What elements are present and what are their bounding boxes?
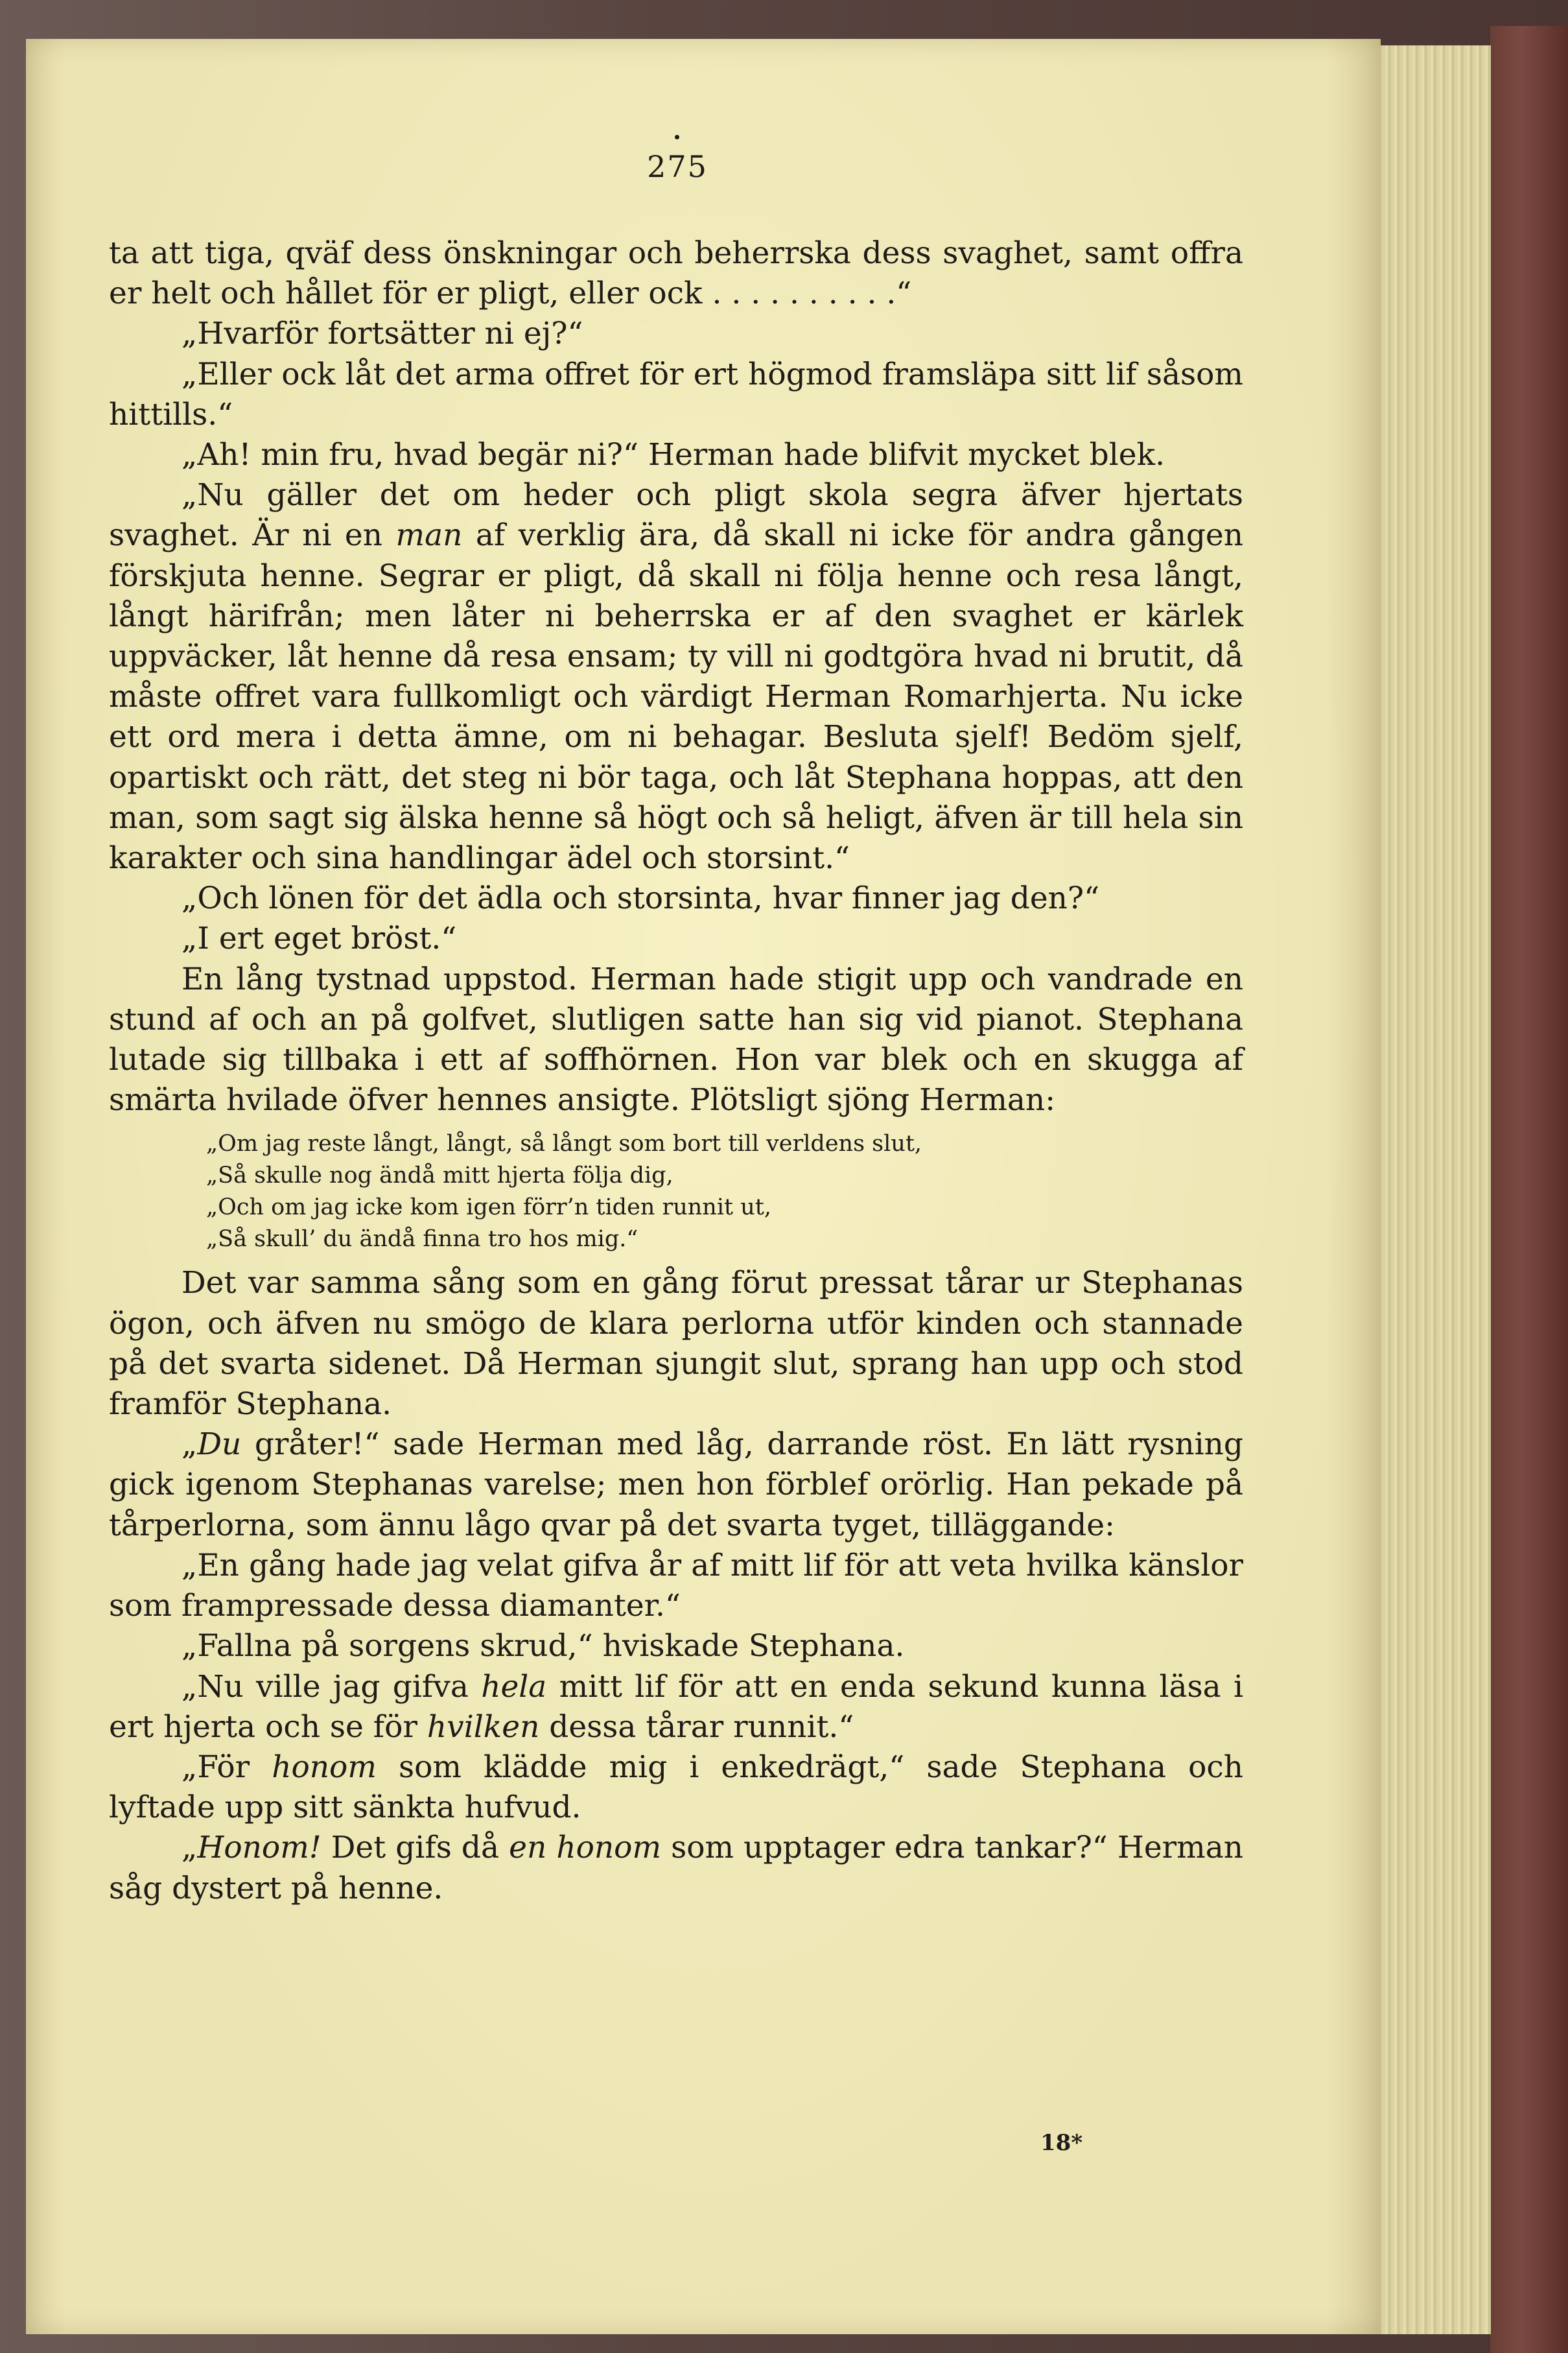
paragraph: „En gång hade jag velat gifva år af mitt lif för att veta hvilka känslor som frampressade dessa diamanter.“ [109,1547,1243,1624]
text-run: „För [181,1749,272,1785]
text-run: Det gifs då [321,1830,509,1866]
page-body [109,233,1243,1909]
paragraph: „Hvarför fortsätter ni ej?“ [181,316,583,352]
paragraph: „I ert eget bröst.“ [181,921,457,957]
verse-line: „Och om jag icke kom igen förr’n tiden runnit ut, [206,1194,771,1221]
text-run: mitt lif för att en enda sekund kunna läsa i ert hjerta och se för [109,1668,1243,1745]
text-run: gråter!“ sade Herman med låg, darrande röst. En lätt rysning gick igenom Stephanas varelse; men hon förblef orörlig. Han pekade på tårperlorna, som ännu lågo qvar på det svarta tyget, tilläggande: [109,1426,1243,1543]
text-run: „ [181,1830,198,1866]
text-run [546,1830,556,1865]
emphasis: en [509,1830,547,1866]
emphasis: honom [556,1830,662,1866]
verse-line: „Så skulle nog ändå mitt hjerta följa dig, [206,1163,673,1189]
text-run: som klädde mig i enkedrägt,“ sade Stephana och lyftade upp sitt sänkta hufvud. [109,1749,1244,1826]
text-run: „Nu ville jag gifva [181,1668,482,1705]
emphasis: hela [481,1668,547,1705]
text-run: som upptager edra tankar?“ Herman såg dystert på henne. [109,1830,1244,1906]
printer-signature-mark: 18* [1040,2130,1083,2156]
verse-line: „Så skull’ du ändå finna tro hos mig.“ [206,1226,638,1253]
page-number: 275 [613,149,742,184]
emphasis: honom [272,1749,377,1785]
paragraph [109,1425,1243,1546]
paragraph: Det var samma sång som en gång förut pressat tårar ur Stephanas ögon, och äfven nu smögo de klara perlorna utför kinden och stannade på det svarta sidenet. Då Herman sjungit slut, sprang han upp och stod framför Stephana. [109,1265,1243,1423]
paragraph: En lång tystnad uppstod. Herman hade stigit upp och vandrade en stund af och an på golfvet, slutligen satte han sig vid pianot. Stephana lutade sig tillbaka i ett af soffhörnen. Hon var blek och en skugga af smärta hvilade öfver hennes ansigte. Plötsligt sjöng Herman: [109,961,1243,1118]
paragraph: „Och lönen för det ädla och storsinta, hvar finner jag den?“ [181,881,1100,917]
paragraph: „Fallna på sorgens skrud,“ hviskade Stephana. [181,1628,905,1664]
verse-line: „Om jag reste långt, långt, så långt som bort till verldens slut, [206,1131,922,1157]
paragraph [109,475,1243,879]
song-verse [206,1128,1243,1255]
emphasis: hvilken [427,1709,540,1745]
paragraph: „Eller ock låt det arma offret för ert högmod framsläpa sitt lif såsom hittills.“ [109,356,1243,432]
emphasis: Du [197,1426,242,1463]
page-stack-edge [1374,45,1491,2334]
paragraph [109,1667,1243,1747]
paragraph: ta att tiga, qväf dess önskningar och beherrska dess svaghet, samt offra er helt och hållet för er pligt, eller ock . . . . . . . . . .“ [109,235,1243,312]
paragraph [109,1747,1243,1828]
paragraph [109,1828,1243,1908]
book-page [26,39,1381,2334]
paragraph: „Ah! min fru, hvad begär ni?“ Herman hade blifvit mycket blek. [181,437,1165,473]
text-run: „Nu gäller det om heder och pligt skola segra äfver hjertats svaghet. Är ni en [109,477,1243,554]
emphasis: man [395,517,463,554]
emphasis: Honom! [197,1830,322,1866]
text-run: af verklig ära, då skall ni icke för andra gången förskjuta henne. Segrar er pligt, då skall ni följa henne och resa långt, långt härifrån; men låter ni beherrska er af den svaghet er kärlek uppväcker, låt henne då resa ensam; ty vill ni godtgöra hvad ni brutit, då måste offret vara fullkomligt och värdigt Herman Romarhjerta. Nu icke ett ord mera i detta ämne, om ni behagar. Besluta sjelf! Bedöm sjelf, opartiskt och rätt, det steg ni bör taga, och låt Stephana hoppas, att den man, som sagt sig älska henne så högt och så heligt, äfven är till hela sin karakter och sina handlingar ädel och storsint.“ [109,517,1244,877]
book-cover-edge [1490,26,1568,2353]
text-run: „ [181,1426,198,1463]
text-run: dessa tårar runnit.“ [539,1709,854,1745]
